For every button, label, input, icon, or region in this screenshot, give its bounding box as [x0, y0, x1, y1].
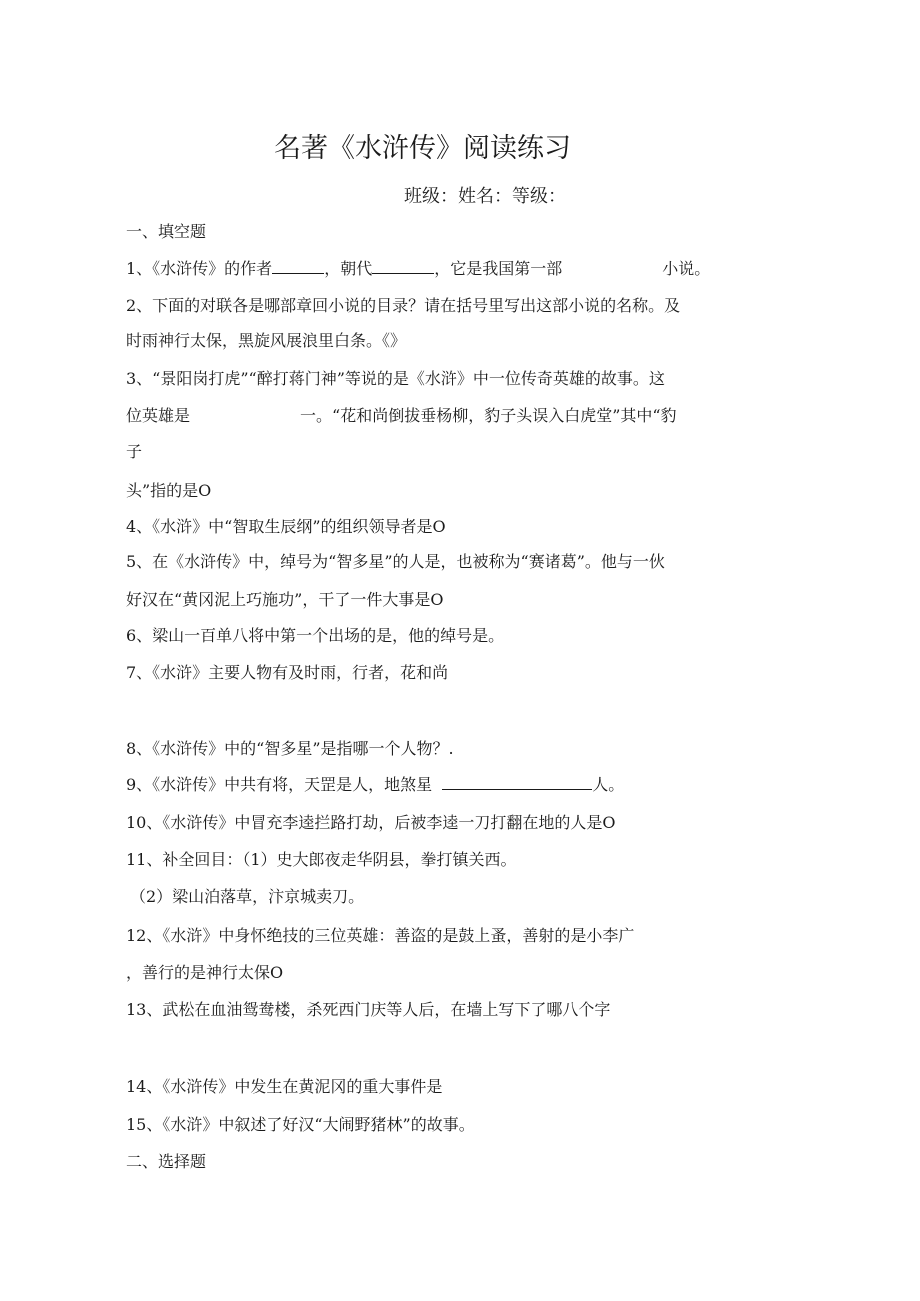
q1-text-b: ，朝代	[324, 259, 373, 278]
question-12-line-2: ，善行的是神行太保O	[126, 963, 284, 982]
page-title: 名著《水浒传》阅读练习	[274, 133, 571, 164]
question-3-line-2	[126, 405, 677, 427]
question-9	[126, 774, 624, 796]
class-label: 班级：	[404, 186, 458, 207]
section-multiple-choice-heading: 二、选择题	[126, 1152, 207, 1171]
question-11-line-2: （2）梁山泊落草，汴京城卖刀。	[130, 887, 365, 906]
section-fill-in-heading: 一、填空题	[126, 222, 207, 241]
grade-label: 等级：	[512, 186, 566, 207]
q1-text-d: 小说。	[662, 259, 711, 278]
question-2-line-1: 2、下面的对联各是哪部章回小说的目录？请在括号里写出这部小说的名称。及	[126, 296, 681, 315]
q1-dynasty-blank[interactable]	[372, 259, 434, 274]
question-15: 15、《水浒》中叙述了好汉“大闹野猪林”的故事。	[126, 1115, 475, 1134]
question-8: 8、《水浒传》中的“智多星”是指哪一个人物？.	[126, 739, 454, 758]
q3-text-a: 位英雄是	[126, 406, 191, 425]
question-13: 13、武松在血油鸳鸯楼，杀死西门庆等人后，在墙上写下了哪八个字	[126, 1000, 611, 1019]
q9-count-blank[interactable]	[442, 775, 592, 790]
q9-text-b: 人。	[592, 775, 625, 794]
question-1	[126, 258, 710, 280]
q1-author-blank[interactable]	[272, 259, 324, 274]
q9-text-a: 9、《水浒传》中共有将，天罡是人，地煞星	[126, 775, 433, 794]
question-3-line-4: 头”指的是O	[126, 481, 212, 500]
question-5-line-1: 5、在《水浒传》中，绰号为“智多星”的人是，也被称为“赛诸葛”。他与一伙	[126, 552, 665, 571]
name-label: 姓名：	[458, 186, 512, 207]
question-7: 7、《水浒》主要人物有及时雨，行者，花和尚	[126, 663, 449, 682]
question-6: 6、梁山一百单八将中第一个出场的是，他的绰号是。	[126, 626, 505, 645]
question-10: 10、《水浒传》中冒充李逵拦路打劫，后被李逵一刀打翻在地的人是O	[126, 813, 616, 832]
question-5-line-2: 好汉在“黄冈泥上巧施功”，干了一件大事是O	[126, 590, 444, 609]
question-4: 4、《水浒》中“智取生辰纲”的组织领导者是O	[126, 517, 446, 536]
student-info	[404, 182, 566, 208]
q3-text-b: 一。“花和尚倒拔垂杨柳，豹子头误入白虎堂”其中“豹	[300, 406, 677, 425]
question-14: 14、《水浒传》中发生在黄泥冈的重大事件是	[126, 1077, 443, 1096]
question-11-line-1: 11、补全回目：（1）史大郎夜走华阴县，拳打镇关西。	[126, 850, 517, 869]
question-2-line-2: 时雨神行太保，黑旋风展浪里白条。《》	[126, 331, 407, 350]
q1-text-c: ，它是我国第一部	[434, 259, 563, 278]
question-3-line-1: 3、“景阳岗打虎”“醉打蒋门神”等说的是《水浒》中一位传奇英雄的故事。这	[126, 369, 665, 388]
question-12-line-1: 12、《水浒》中身怀绝技的三位英雄：善盗的是鼓上蚤，善射的是小李广	[126, 926, 635, 945]
question-3-line-3: 子	[126, 442, 143, 461]
q1-text-a: 1、《水浒传》的作者	[126, 259, 273, 278]
